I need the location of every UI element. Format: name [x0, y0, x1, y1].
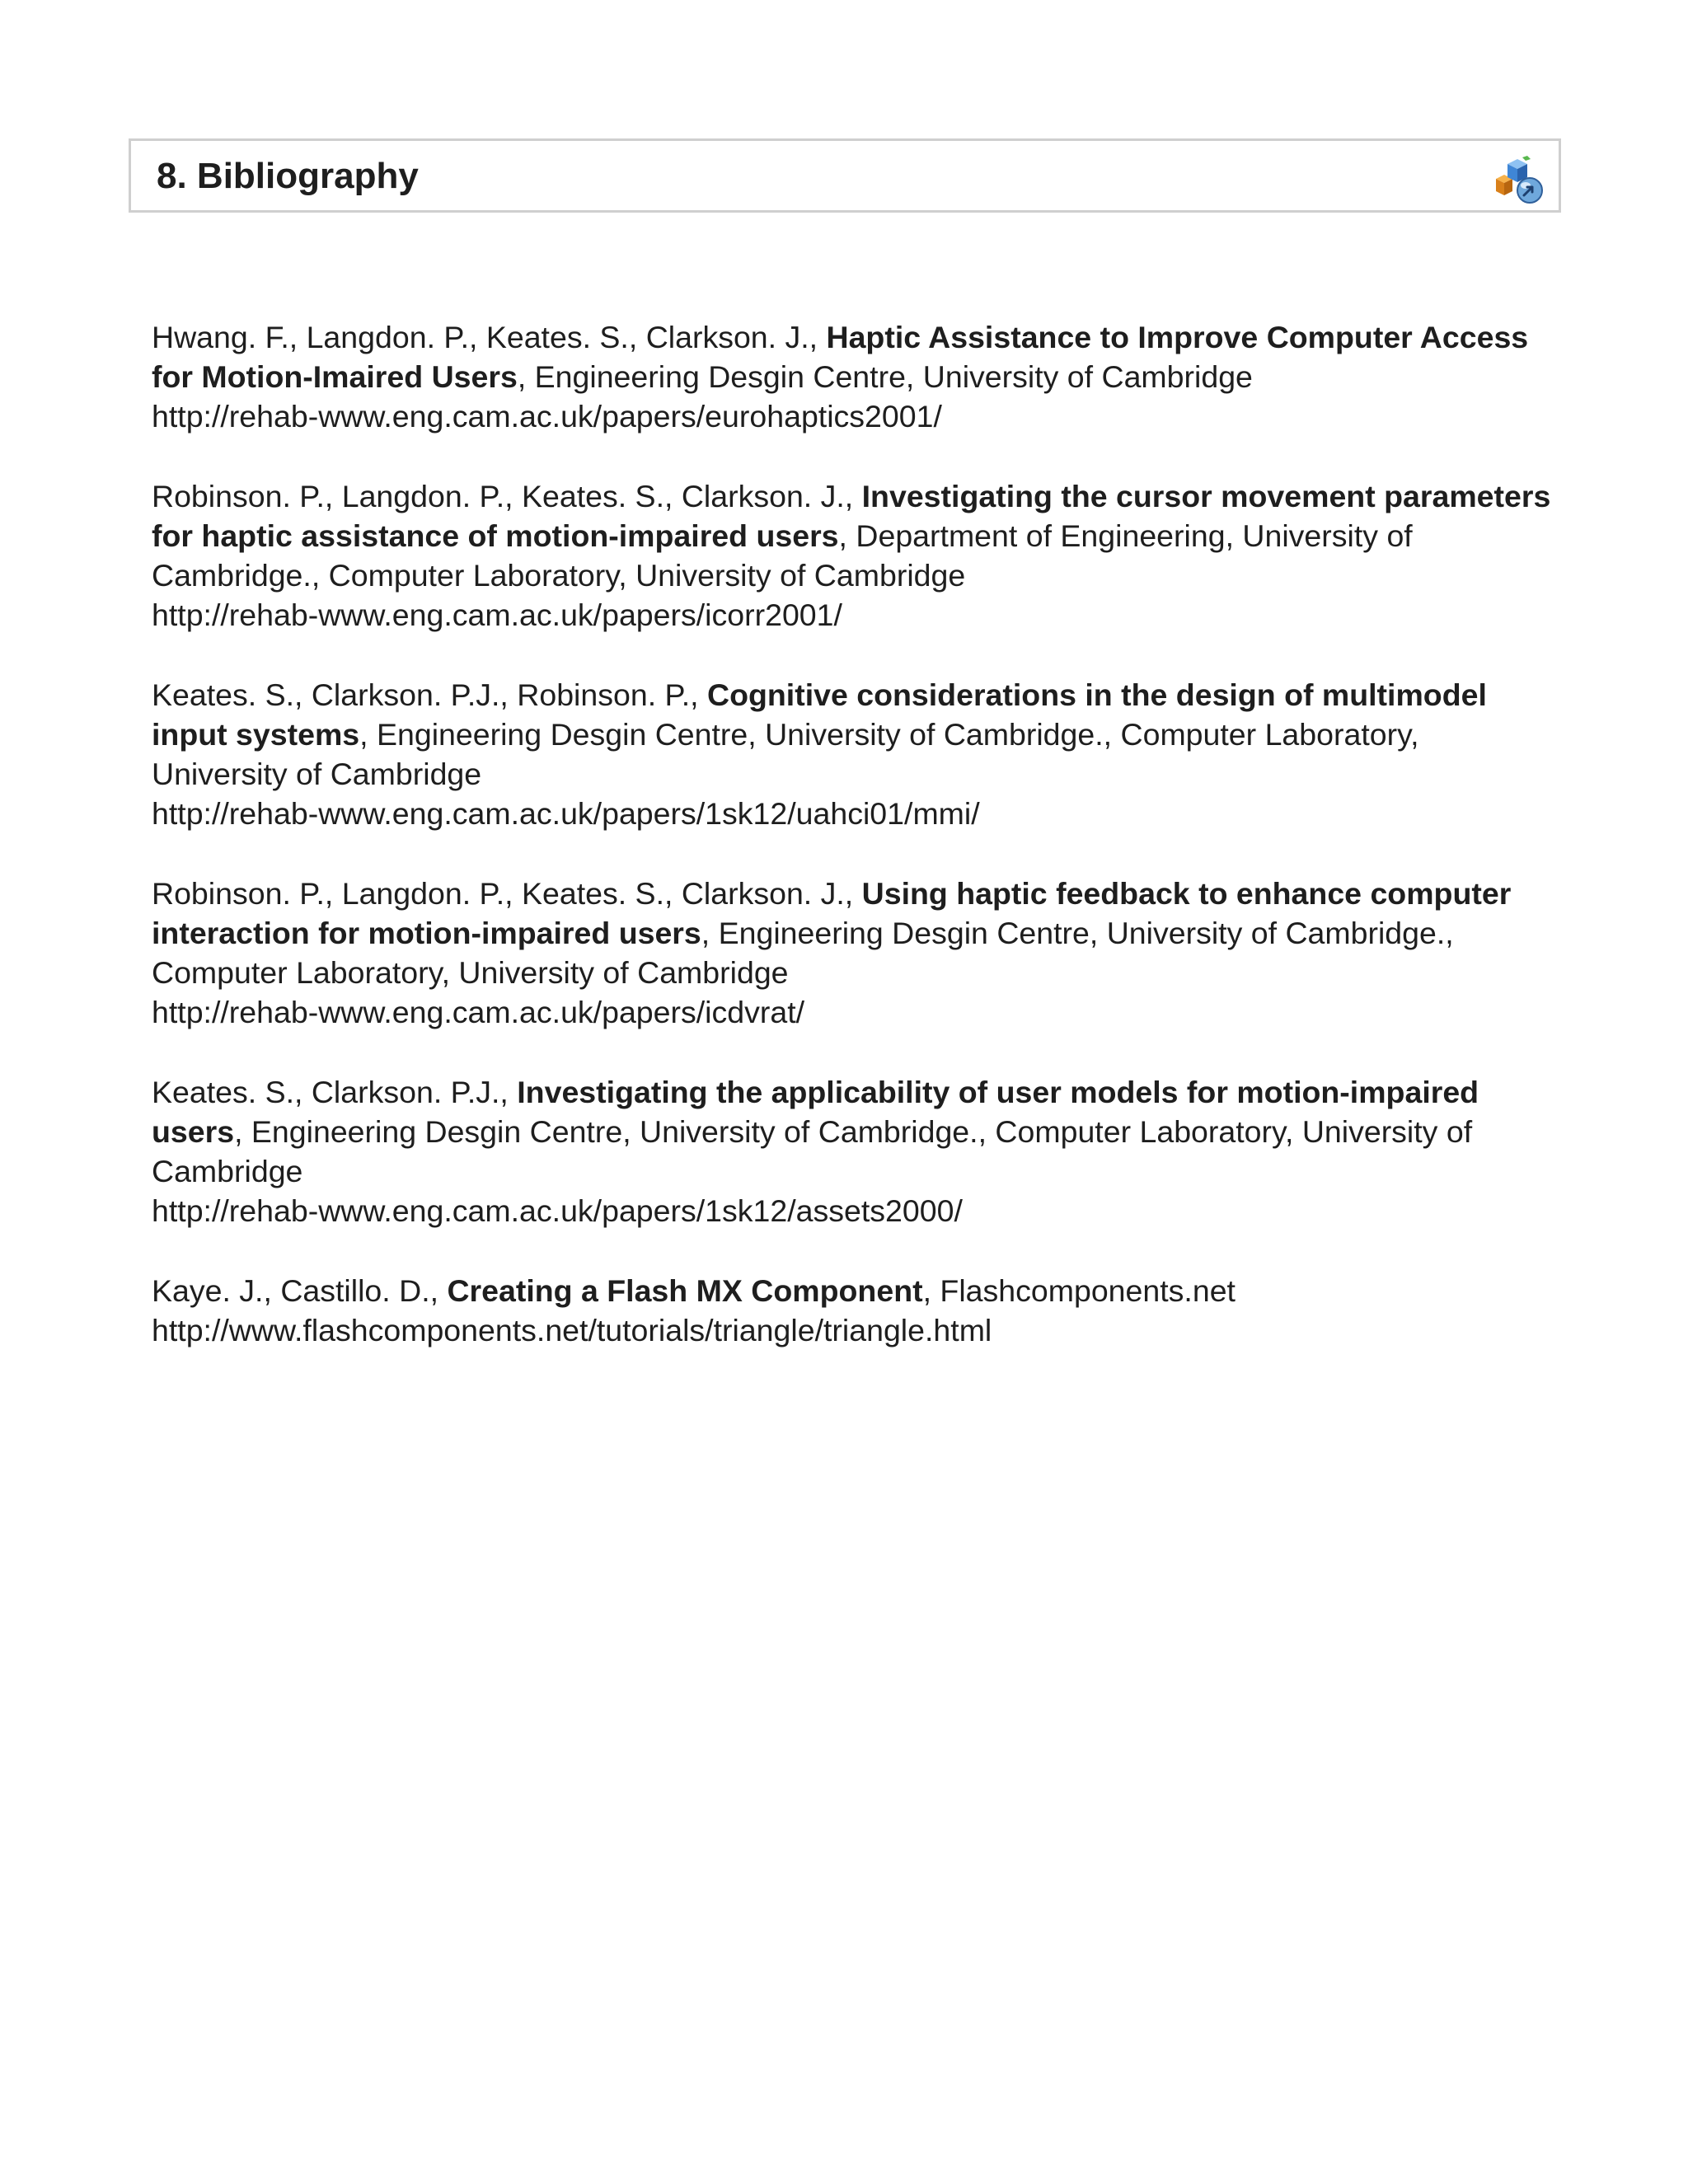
entry-url[interactable]: http://rehab-www.eng.cam.ac.uk/papers/eurohaptics2001/ — [152, 399, 942, 434]
entry-publisher: , Engineering Desgin Centre, University of Cambridge — [517, 359, 1253, 395]
entry-url[interactable]: http://rehab-www.eng.cam.ac.uk/papers/icorr2001/ — [152, 598, 842, 633]
entry-title: Investigating the applicability of user models for motion-impaired users — [152, 1074, 1479, 1149]
entry-authors: Keates. S., Clarkson. P.J., — [152, 1074, 518, 1109]
bibliography-entry — [152, 476, 1561, 635]
entry-authors: Hwang. F., Langdon. P., Keates. S., Clarkson. J., — [152, 320, 827, 354]
entry-authors: Robinson. P., Langdon. P., Keates. S., Clarkson. J., — [152, 478, 862, 513]
entry-title: Using haptic feedback to enhance computer interaction for motion-impaired users — [152, 875, 1512, 950]
entry-title: Investigating the cursor movement parameters for haptic assistance of motion-impaired users — [152, 478, 1551, 553]
entry-publisher: , Engineering Desgin Centre, University of Cambridge., Computer Laboratory, University of Cambridge — [152, 1114, 1473, 1189]
entry-url[interactable]: http://rehab-www.eng.cam.ac.uk/papers/icdvrat/ — [152, 995, 805, 1030]
entry-title: Cognitive considerations in the design of multimodel input systems — [152, 677, 1487, 752]
entry-url[interactable]: http://www.flashcomponents.net/tutorials/triangle/triangle.html — [152, 1313, 992, 1347]
bibliography-entry — [152, 874, 1561, 1033]
bibliography-entry — [152, 1072, 1561, 1231]
entry-publisher: , Engineering Desgin Centre, University of Cambridge., Computer Laboratory, University of Cambridge — [152, 916, 1454, 991]
entry-publisher: , Engineering Desgin Centre, University of Cambridge., Computer Laboratory, University of Cambridge — [152, 717, 1419, 792]
entry-title: Creating a Flash MX Component — [447, 1272, 923, 1308]
section-header — [129, 138, 1561, 213]
entry-title: Haptic Assistance to Improve Computer Access for Motion-Imaired Users — [152, 320, 1529, 395]
section-title: 8. Bibliography — [157, 156, 419, 196]
entry-authors: Kaye. J., Castillo. D., — [152, 1272, 448, 1308]
entry-url[interactable]: http://rehab-www.eng.cam.ac.uk/papers/1sk12/assets2000/ — [152, 1193, 963, 1229]
entry-authors: Robinson. P., Langdon. P., Keates. S., Clarkson. J., — [152, 875, 862, 911]
entry-publisher: , Department of Engineering, University of Cambridge., Computer Laboratory, University of Cambridge — [152, 518, 1413, 593]
entry-authors: Keates. S., Clarkson. P.J., Robinson. P., — [152, 677, 707, 712]
entry-url[interactable]: http://rehab-www.eng.cam.ac.uk/papers/1sk12/uahci01/mmi/ — [152, 796, 980, 832]
bibliography-entry — [152, 1271, 1561, 1350]
bibliography-entry — [152, 317, 1561, 437]
bibliography-list — [152, 317, 1561, 1390]
bibliography-entry — [152, 675, 1561, 834]
entry-publisher: , Flashcomponents.net — [922, 1272, 1236, 1308]
reference-cubes-icon[interactable] — [1493, 154, 1545, 205]
